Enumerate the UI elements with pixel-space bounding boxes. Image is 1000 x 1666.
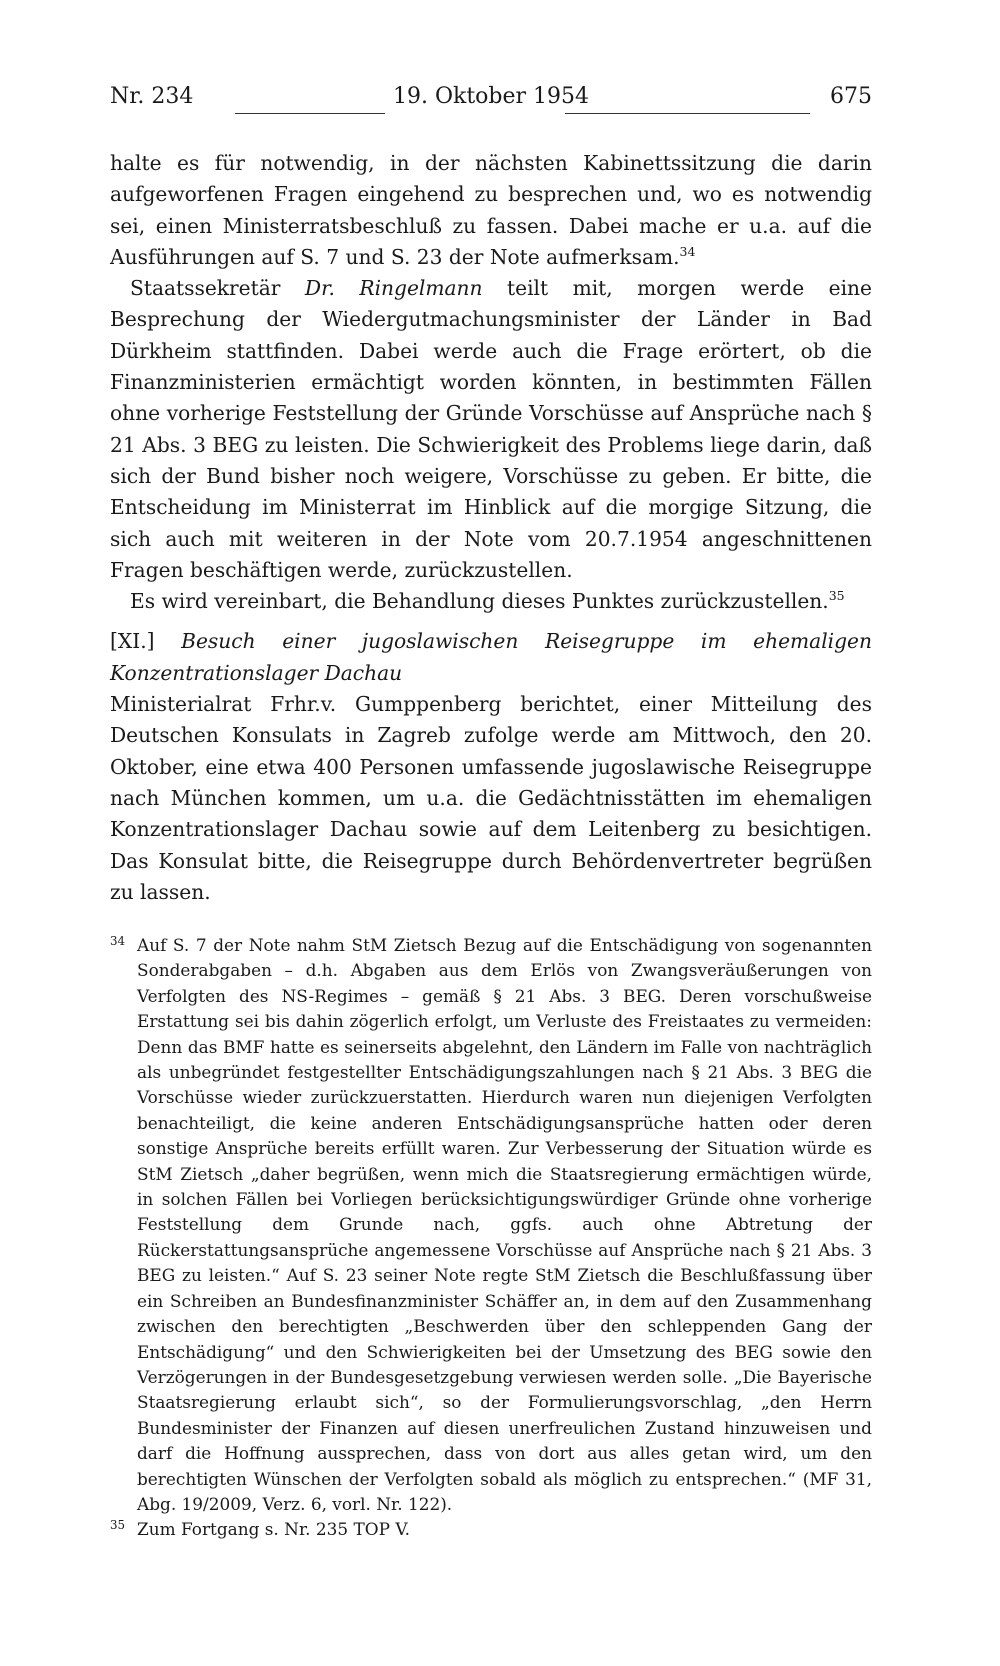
header-date: 19. Oktober 1954 — [392, 84, 590, 109]
agenda-item-heading — [110, 626, 872, 689]
agenda-number: [XI.] — [110, 629, 155, 654]
footnote-number: 34 — [110, 934, 126, 948]
paragraph-ringelmann: Staatssekretär Dr. Ringelmann teilt mit, morgen werde eine Besprechung der Wiedergutmachungsminister der Länder in Bad Dürkheim stattfinden. Dabei werde auch die Frage erörtert, ob die Finanzministerien ermächtigt worden könnten, in bestimmten Fällen ohne vorherige Feststellung der Gründe Vorschüsse auf Ansprüche nach § 21 Abs. 3 BEG zu leisten. Die Schwierigkeit des Problems liege darin, daß sich der Bund bisher noch weigere, Vorschüsse zu geben. Er bitte, die Entscheidung im Ministerrat im Hinblick auf die morgige Sitzung, die sich auch mit weiteren in der Note vom 20.7.1954 angeschnittenen Fragen beschäftigen werde, zurückzustellen. — [110, 276, 873, 582]
header-rule-right — [565, 113, 810, 114]
paragraph-gumppenberg: Ministerialrat Frhr.v. Gumppenberg berichtet, einer Mitteilung des Deutschen Konsulats in Zagreb zufolge werde am Mittwoch, den 20. Oktober, eine etwa 400 Personen umfassende jugoslawische Reisegruppe nach München kommen, um u.a. die Gedächtnisstätten im ehemaligen Konzentrationslager Dachau sowie auf dem Leitenberg zu besichtigen. Das Konsulat bitte, die Reisegruppe durch Behördenvertreter begrüßen zu lassen. — [110, 692, 872, 904]
header-rule-left — [235, 113, 385, 114]
footnote-34 — [110, 933, 872, 1517]
agenda-title: Besuch einer jugoslawischen Reisegruppe im ehemaligen Konzentrationslager Dachau — [110, 629, 872, 685]
footnote-text: Zum Fortgang s. Nr. 235 TOP V. — [137, 1519, 410, 1540]
footnote-ref-35[interactable]: 35 — [828, 588, 845, 604]
running-header — [110, 84, 872, 118]
document-number: Nr. 234 — [110, 84, 194, 109]
paragraph-continuation: halte es für notwendig, in der nächsten Kabinettssitzung die darin aufgeworfenen Fragen eingehend zu besprechen und, wo es notwendig sei, einen Ministerratsbeschluß zu fassen. Dabei mache er u.a. auf die Ausführungen auf S. 7 und S. 23 der Note aufmerksam.$^{34}$ — [110, 151, 872, 269]
paragraph-resolution: Es wird vereinbart, die Behandlung dieses Punktes zurückzustellen.$^{35}$ — [130, 588, 845, 614]
main-text — [110, 148, 872, 908]
speaker-name: Dr. Ringelmann — [304, 276, 483, 301]
footnote-ref-34[interactable]: 34 — [679, 243, 696, 259]
page-number: 675 — [830, 84, 872, 109]
footnote-text: Auf S. 7 der Note nahm StM Zietsch Bezug auf die Entschädigung von sogenannten Sonderabgaben – d.h. Abgaben aus dem Erlös von Zwangsveräußerungen von Verfolgten des NS-Regimes – gemäß § 21 Abs. 3 BEG. Deren vorschußweise Erstattung sei bis dahin zögerlich erfolgt, um Verluste des Freistaates zu vermeiden: Denn das BMF hatte es seinerseits abgelehnt, den Ländern im Falle von nachträglich als unbegründet festgestellter Entschädigungszahlungen nach § 21 Abs. 3 BEG die Vorschüsse wieder zurückzuerstatten. Hierdurch waren nun diejenigen Verfolgten benachteiligt, die keine anderen Entschädigungsansprüche hatten oder deren sonstige Ansprüche bereits erfüllt waren. Zur Verbesserung der Situation würde es StM Zietsch „daher begrüßen, wenn mich die Staatsregierung ermächtigen würde, in solchen Fällen bei Vorliegen berücksichtigungswürdiger Gründe ohne vorherige Feststellung dem Grunde nach, ggfs. auch ohne Abtretung der Rückerstattungsansprüche angemessene Vorschüsse auf Ansprüche nach § 21 Abs. 3 BEG zu leisten.“ Auf S. 23 seiner Note regte StM Zietsch die Beschlußfassung über ein Schreiben an Bundesfinanzminister Schäffer an, in dem auf den Zusammenhang zwischen den berechtigten „Beschwerden über den schleppenden Gang der Entschädigung“ und den Schwierigkeiten bei der Umsetzung des BEG sowie den Verzögerungen in der Bundesgesetzgebung verwiesen werden solle. „Die Bayerische Staatsregierung erlaubt sich“, so der Formulierungsvorschlag, „den Herrn Bundesminister der Finanzen auf diesen unerfreulichen Zustand hinzuweisen und darf die Hoffnung aussprechen, dass von dort aus alles getan wird, um den berechtigten Wünschen der Verfolgten sobald als möglich zu entsprechen.“ (MF 31, Abg. 19/2009, Verz. 6, vorl. Nr. 122). — [137, 935, 872, 1514]
footnote-number: 35 — [110, 1518, 126, 1533]
footnotes — [110, 933, 872, 1543]
footnote-35 — [110, 1517, 872, 1542]
